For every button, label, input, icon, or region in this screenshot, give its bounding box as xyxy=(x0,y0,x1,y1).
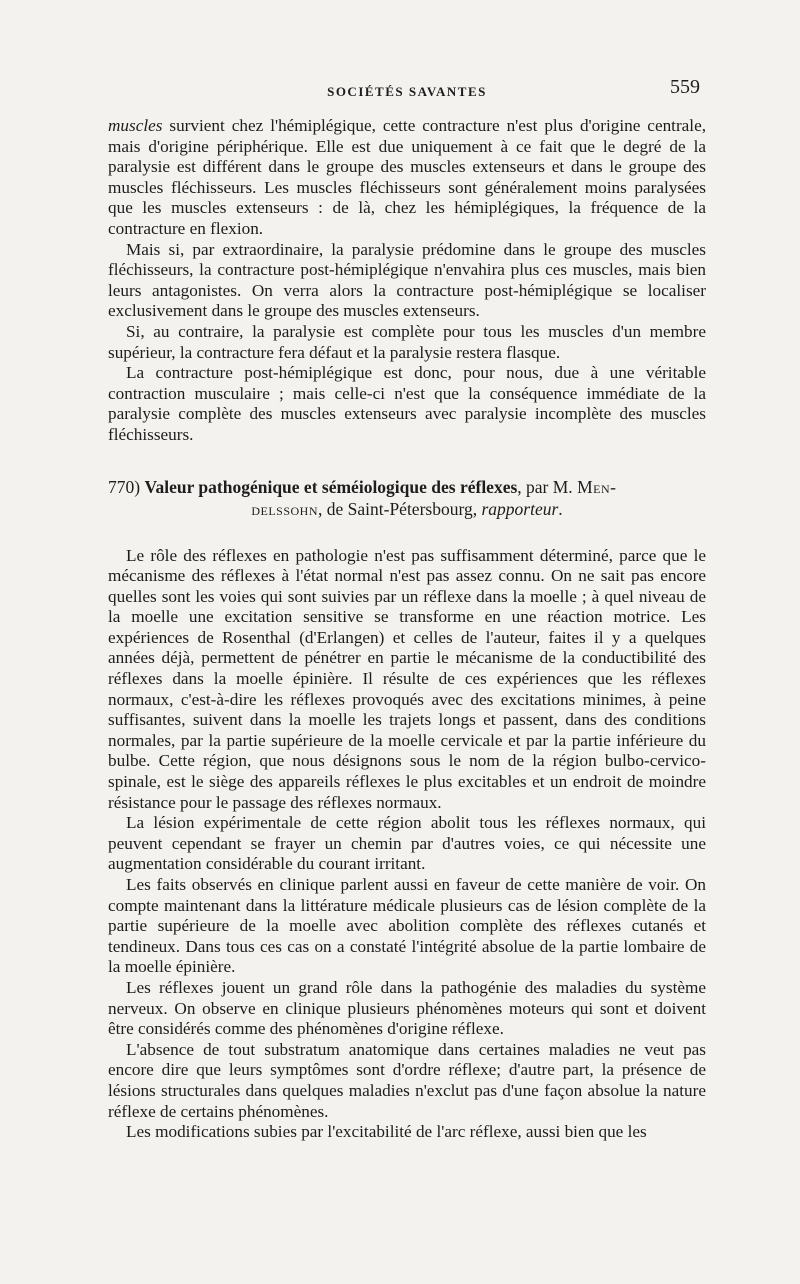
article-by: , par M. xyxy=(517,476,573,497)
paragraph: Le rôle des réflexes en pathologie n'est pas suffisamment déterminé, parce que le mécanisme des réflexes à l'état normal n'est pas assez connu. On ne sait pas encore quelles sont les voies qui sont suivies par un réflexe dans la moelle ; à quel niveau de la moelle une excitation sensitive se transforme en une réaction motrice. Les expériences de Rosenthal (d'Erlangen) et celles de l'auteur, faites il y a quelques années déjà, permettent de pénétrer en partie le mécanisme de la conductibilité des réflexes dans la moelle épinière. Il résulte de ces expériences que les réflexes normaux, c'est-à-dire les réflexes provoqués avec des excitations minimes, à peine suffisantes, suivent dans la moelle les trajets longs et passent, dans des conditions normales, par la partie supérieure de la moelle cervicale et par la partie inférieure du bulbe. Cette région, que nous désignons sous le nom de la région bulbo-cervico-spinale, est le siège des appareils réflexes le plus excitables et un endroit de moindre résistance pour le passage des réflexes normaux. xyxy=(108,545,706,812)
paragraph: Si, au contraire, la paralysie est complète pour tous les muscles d'un membre supérieur, la contracture fera défaut et la paralysie restera flasque. xyxy=(108,321,706,362)
paragraph: La lésion expérimentale de cette région abolit tous les réflexes normaux, qui peuvent cependant se frayer un chemin par d'autres voies, ce qui nécessite une augmentation considérable du courant irritant. xyxy=(108,813,706,874)
paragraph: Les réflexes jouent un grand rôle dans la pathogénie des maladies du système nerveux. On observe en clinique plusieurs phénomènes moteurs qui sont et doivent être considérés comme des phénomènes d'origine réflexe. xyxy=(108,977,706,1039)
article-heading-line-2 xyxy=(108,498,706,520)
page-body xyxy=(108,116,706,1143)
paragraph: Les faits observés en clinique parlent aussi en faveur de cette manière de voir. On compte maintenant dans la littérature médicale plusieurs cas de lésion complète de la partie supérieure de la moelle avec abolition complète des réflexes cutanés et tendineux. Dans tous ces cas on a constaté l'intégrité absolue de la partie lombaire de la moelle épinière. xyxy=(108,875,706,977)
paragraph: Les modifications subies par l'excitabilité de l'arc réflexe, aussi bien que les xyxy=(126,1122,647,1142)
article-heading xyxy=(108,476,706,520)
running-head: SOCIÉTÉS SAVANTES xyxy=(327,84,487,99)
article-heading-line-1 xyxy=(108,476,706,498)
paragraph: La contracture post-hémiplégique est donc, pour nous, due à une véritable contraction musculaire ; mais celle-ci n'est que la conséquence immédiate de la paralysie complète des muscles extenseurs avec paralysie incomplète des muscles fléchisseurs. xyxy=(108,363,706,444)
author-role: rapporteur xyxy=(481,498,559,519)
author-location: , de Saint-Pétersbourg, xyxy=(318,498,482,519)
paragraph: L'absence de tout substratum anatomique dans certaines maladies ne veut pas encore dire que leurs symptômes sont d'ordre réflexe; d'autre part, la présence de lésions structurales dans quelques maladies n'exclut pas d'une façon absolue la nature réflexe de certains phénomènes. xyxy=(108,1039,706,1121)
article-body xyxy=(108,546,706,1143)
previous-article-text xyxy=(108,116,706,446)
italic-lead-word: muscles xyxy=(108,116,163,135)
author-name-part-2: delssohn xyxy=(251,498,318,519)
page-number: 559 xyxy=(670,76,700,98)
paragraph: Mais si, par extraordinaire, la paralysie prédomine dans le groupe des muscles fléchisseurs, la contracture post-hémiplégique n'envahira plus ces muscles, mais bien leurs antagonistes. On verra alors la contracture post-hémiplégique se localiser exclusivement dans le groupe des muscles extenseurs. xyxy=(108,239,706,321)
paragraph-text: survient chez l'hémiplégique, cette contracture n'est plus d'origine centrale, mais d'origine périphérique. Elle est due uniquement à ce fait que le degré de la paralysie est différent dans le groupe des muscles extenseurs et dans le groupe des muscles fléchisseurs. Les muscles fléchisseurs sont généralement moins paralysées que les muscles extenseurs : de là, chez les hémiplégiques, la fréquence de la contracture en flexion. xyxy=(108,116,706,238)
author-name-part-1: Men- xyxy=(577,476,617,497)
article-number: 770) xyxy=(108,476,141,497)
paragraph xyxy=(108,116,706,240)
article-title: Valeur pathogénique et séméiologique des réflexes xyxy=(144,476,518,497)
page-header xyxy=(108,76,706,102)
heading-period: . xyxy=(558,498,563,519)
